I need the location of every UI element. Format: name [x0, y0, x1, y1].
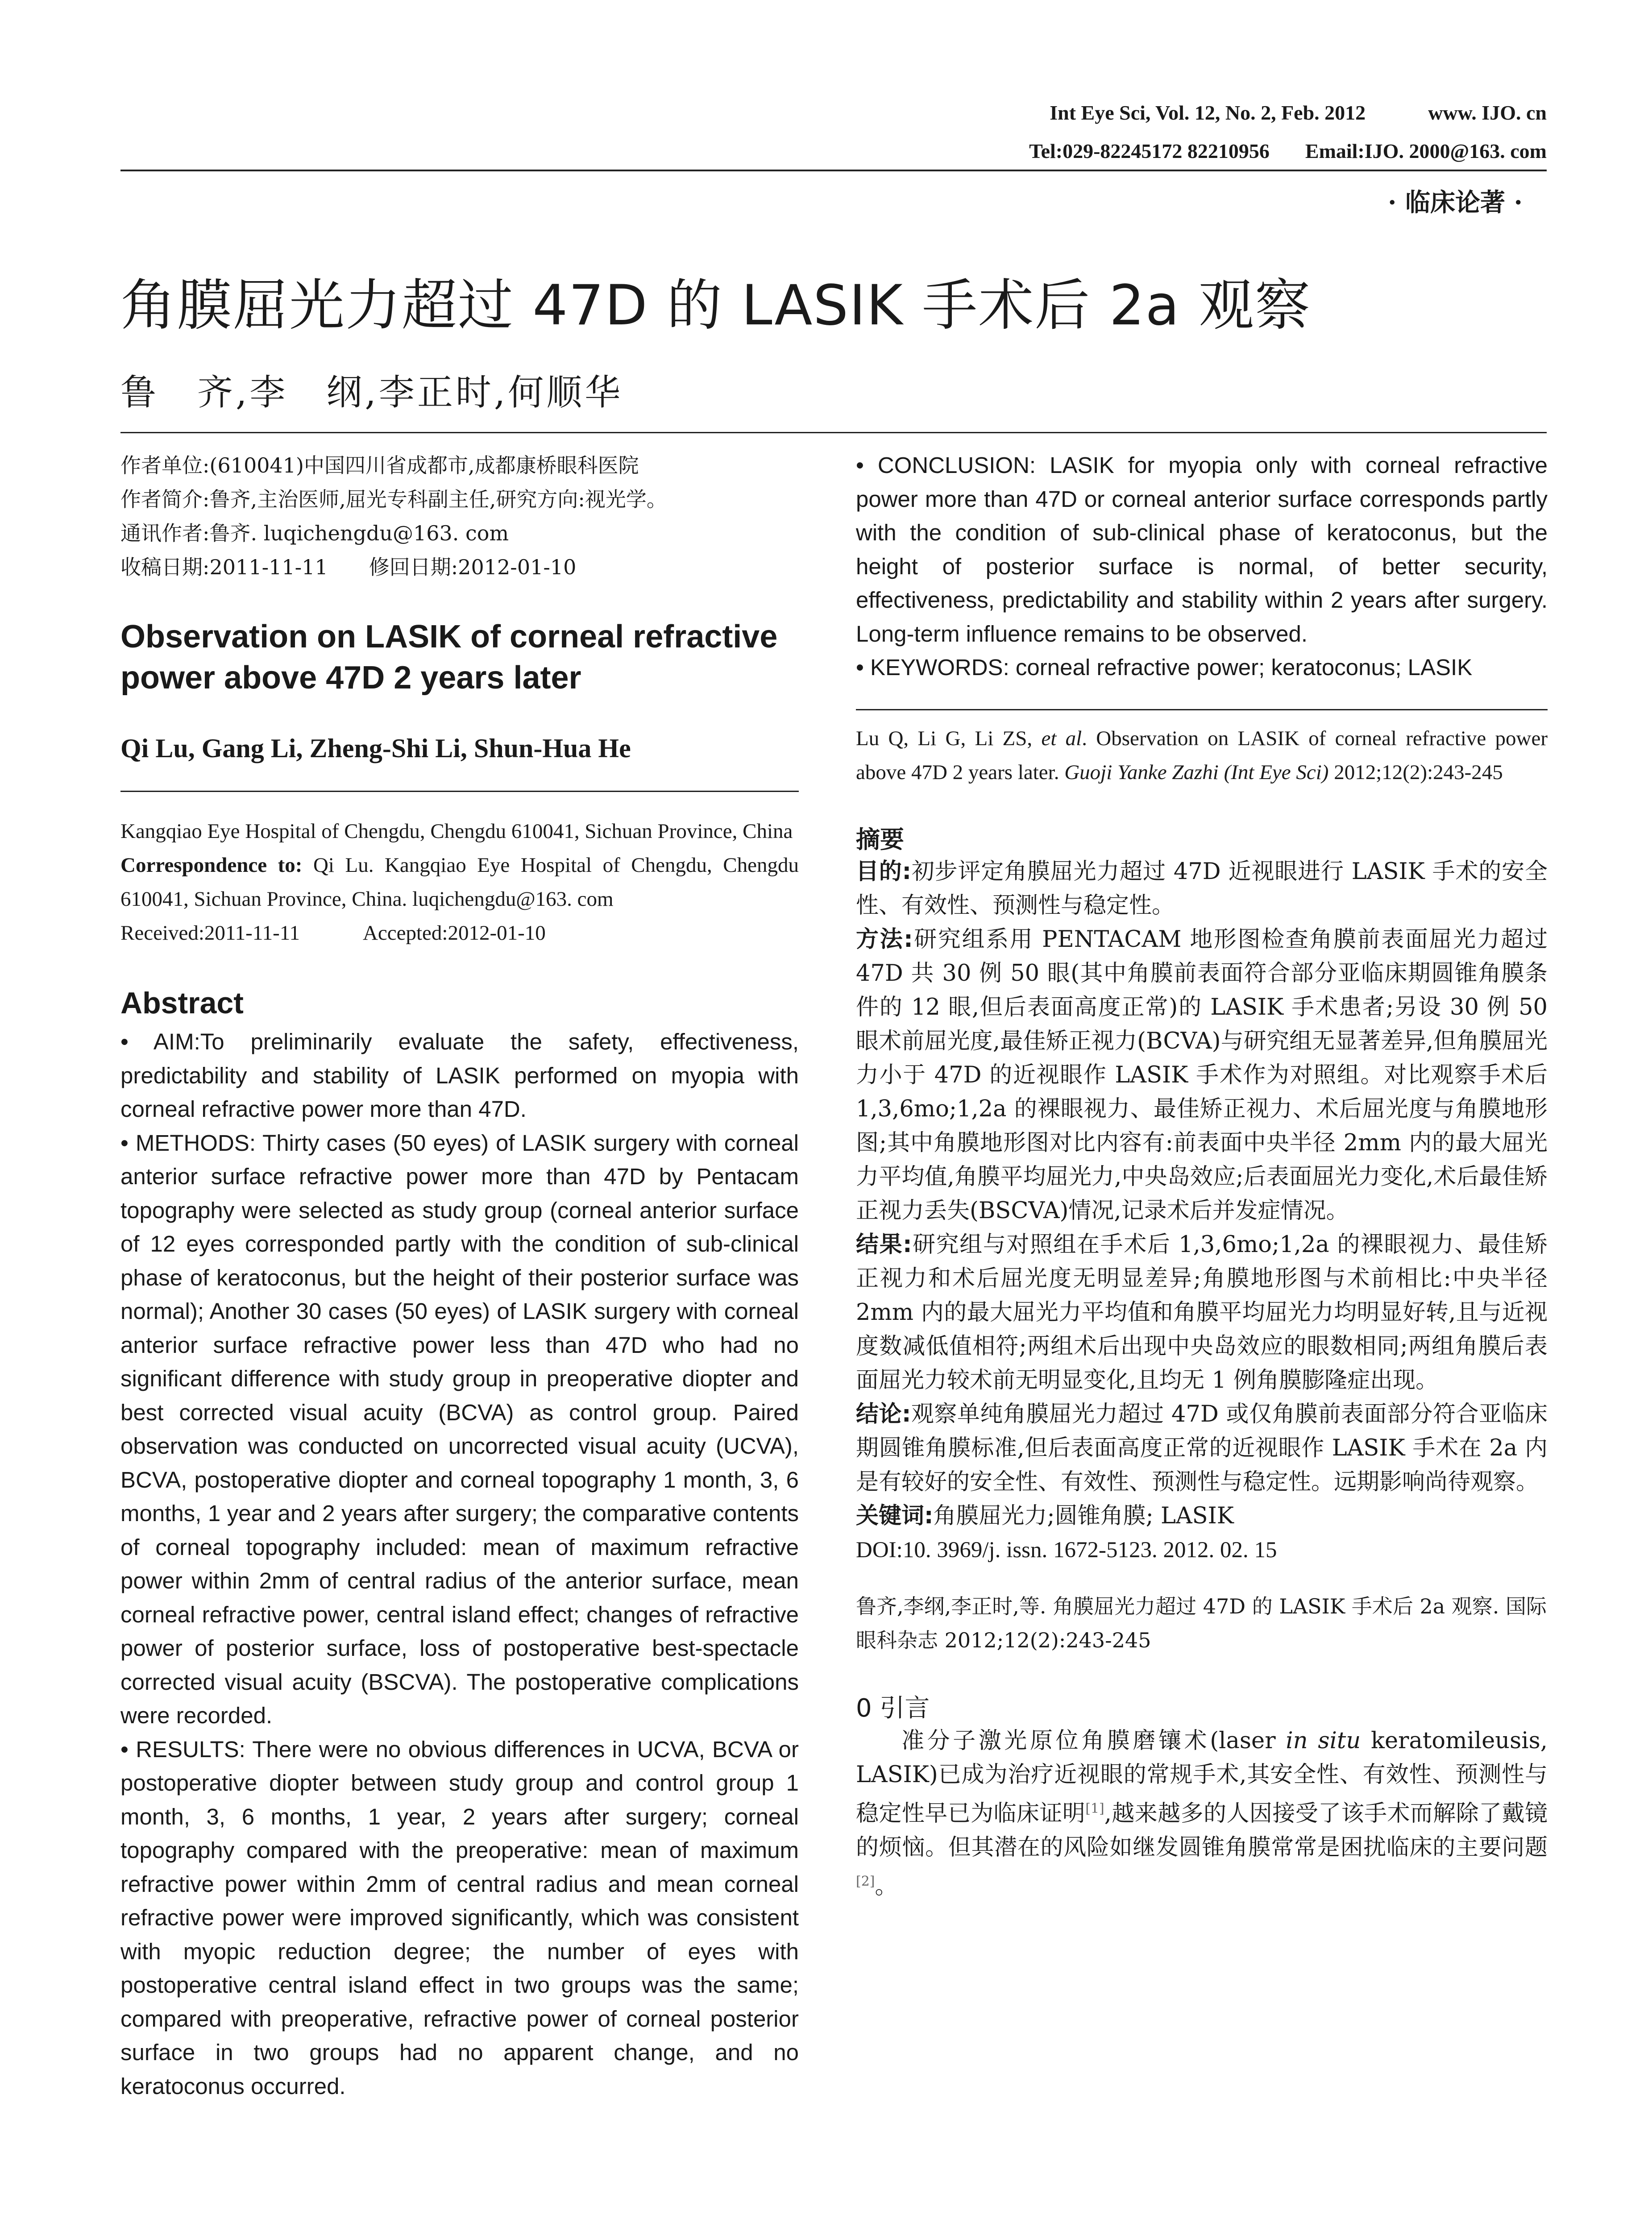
conclusion-cn-label: 结论:	[856, 1401, 911, 1427]
citation-en	[856, 722, 1548, 789]
citation-authors: Lu Q, Li G, Li ZS,	[856, 726, 1042, 750]
abstract-cn-aim	[856, 855, 1548, 923]
methods-text: Thirty cases (50 eyes) of LASIK surgery with corneal anterior surface refractive power more than 47D by Pentacam topography were selected as study group (corneal anterior surface of 12 eyes corresponded partly with the condition of sub-clinical phase of keratoconus, but the height of their posterior surface was normal); Another 30 cases (50 eyes) of LASIK surgery with corneal anterior surface refractive power less than 47D who had no significant difference with study group in preoperative diopter and best corrected visual acuity (BCVA) as control group. Paired observation was conducted on uncorrected visual acuity (UCVA), BCVA, postoperative diopter and corneal topography 1 month, 3, 6 months, 1 year and 2 years after surgery; the comparative contents of corneal topography included: mean of maximum refractive power within 2mm of central radius of the anterior surface, mean corneal refractive power, central island effect; changes of refractive power of posterior surface, loss of postoperative best-spectacle corrected visual acuity (BSCVA). The postoperative complications were recorded.	[120, 1130, 799, 1728]
citation-etal: et al	[1041, 726, 1082, 750]
abstract-cn-conclusion	[856, 1397, 1548, 1499]
intro-heading: 0 引言	[856, 1693, 930, 1723]
correspondence-en	[120, 848, 799, 916]
affiliation-en: Kangqiao Eye Hospital of Chengdu, Chengdu 610041, Sichuan Province, China	[120, 820, 793, 843]
keywords-cn-label: 关键词:	[856, 1502, 934, 1529]
conclusion-cn-text: 观察单纯角膜屈光力超过 47D 或仅角膜前表面部分符合亚临床期圆锥角膜标准,但后表面高度正常的近视眼作 LASIK 手术在 2a 内是有较好的安全性、有效性、预测性与稳定性。远期影响尚待观察。	[856, 1401, 1548, 1495]
methods-label: METHODS:	[135, 1130, 256, 1156]
affiliation-block	[120, 814, 799, 950]
tel-line: Tel:029-82245172 82210956	[1029, 140, 1270, 162]
article-title-cn: 角膜屈光力超过 47D 的 LASIK 手术后 2a 观察	[120, 274, 1311, 338]
abstract-heading: Abstract	[120, 986, 244, 1020]
left-column	[120, 448, 799, 2103]
correspondence-text: Qi Lu. Kangqiao Eye Hospital of Chengdu, Chengdu 610041, Sichuan Province, China. luqichengdu@163. com	[120, 854, 799, 911]
aim-text: To preliminarily evaluate the safety, effectiveness, predictability and stability of LASIK performed on myopia with corneal refractive power more than 47D.	[120, 1029, 799, 1122]
citation-cn: 鲁齐,李纲,李正时,等. 角膜屈光力超过 47D 的 LASIK 手术后 2a 观察. 国际眼科杂志 2012;12(2):243-245	[856, 1594, 1547, 1652]
abstract-keywords	[856, 651, 1548, 684]
intro-paragraph	[856, 1724, 1548, 1903]
results-cn-text: 研究组与对照组在手术后 1,3,6mo;1,2a 的裸眼视力、最佳矫正视力和术后屈光度无明显差异;角膜地形图与术前相比:中央半径 2mm 内的最大屈光力平均值和角膜平均屈光力均明显好转,且与近视度数减低值相符;两组术后出现中央岛效应的眼数相同;两组角膜后表面屈光力较术前无明显变化,且均无 1 例角膜膨隆症出现。	[856, 1231, 1548, 1393]
corresponding-author: 通讯作者:鲁齐. luqichengdu@163. com	[120, 521, 509, 545]
conclusion-text: LASIK for myopia only with corneal refractive power more than 47D or corneal anterior surface corresponds partly with the condition of sub-clinical phase of keratoconus, but the height of posterior surface is normal, of better security, effectiveness, predictability and stability within 2 years after surgery. Long-term influence remains to be observed.	[856, 452, 1548, 647]
intro-text-italic: in situ	[1286, 1727, 1361, 1754]
methods-cn-text: 研究组系用 PENTACAM 地形图检查角膜前表面屈光力超过 47D 共 30 例 50 眼(其中角膜前表面符合部分亚临床期圆锥角膜条件的 12 眼,但后表面高度正常)的 LASIK 手术患者;另设 30 例 50 眼术前屈光度,最佳矫正视力(BCVA)与研究组无显著差异,但角膜屈光力小于 47D 的近视眼作 LASIK 手术作为对照组。对比观察手术后 1,3,6mo;1,2a 的裸眼视力、最佳矫正视力、术后屈光度与角膜地形图;其中角膜地形图对比内容有:前表面中央半径 2mm 内的最大屈光力平均值,角膜平均屈光力,中央岛效应;后表面屈光力变化,术后最佳矫正视力丢失(BSCVA)情况,记录术后并发症情况。	[856, 926, 1548, 1224]
received-dates-en: Received:2011-11-11 Accepted:2012-01-10	[120, 921, 546, 945]
results-cn-label: 结果:	[856, 1231, 912, 1258]
authors-en: Qi Lu, Gang Li, Zheng-Shi Li, Shun-Hua He	[120, 734, 631, 763]
correspondence-label: Correspondence to:	[120, 854, 303, 877]
aim-cn-text: 初步评定角膜屈光力超过 47D 近视眼进行 LASIK 手术的安全性、有效性、预测性与稳定性。	[856, 858, 1548, 919]
abstract-results	[120, 1733, 799, 2103]
abstract-cn-keywords	[856, 1499, 1548, 1533]
intro-text-c: ,越来越多的人因接受了该手术而解除了戴镜的烦恼。但其潜在的风险如继发圆锥角膜常常是困扰临床的主要问题	[856, 1800, 1548, 1861]
bullet: •	[120, 1029, 129, 1054]
email-line: Email:IJO. 2000@163. com	[1305, 140, 1547, 162]
results-label: RESULTS:	[136, 1736, 245, 1762]
bullet: •	[856, 655, 864, 680]
doi: DOI:10. 3969/j. issn. 1672-5123. 2012. 02. 15	[856, 1537, 1277, 1563]
citation-journal: Guoji Yanke Zazhi (Int Eye Sci)	[1064, 760, 1329, 784]
section-tag: · 临床论著 ·	[1388, 188, 1523, 217]
abstract-cn-methods	[856, 923, 1548, 1228]
citation-divider	[856, 709, 1548, 710]
reference-2[interactable]: [2]	[856, 1873, 875, 1889]
abstract-methods	[120, 1126, 799, 1733]
aim-cn-label: 目的:	[856, 858, 912, 885]
abstract-conclusion	[856, 448, 1548, 651]
author-info-cn	[120, 448, 799, 584]
citation-title: . Observation on LASIK of corneal refractive power above 47D 2 years later.	[856, 726, 1548, 784]
results-text: There were no obvious differences in UCVA, BCVA or postoperative diopter between study group and control group 1 month, 3, 6 months, 1 year, 2 years after surgery; corneal topography compared with the preoperative: mean of maximum refractive power within 2mm of central radius and mean corneal refractive power were improved significantly, which was consistent with myopic reduction degree; the number of eyes with postoperative central island effect in two groups was the same; compared with preoperative, refractive power of corneal posterior surface in two groups had no apparent change, and no keratoconus occurred.	[120, 1736, 799, 2099]
bullet: •	[120, 1736, 129, 1762]
intro-text-b: keratomileusis, LASIK)已成为治疗近视眼的常规手术,其安全性、有效性、预测性与稳定性早已为临床证明	[856, 1727, 1548, 1827]
author-unit: 作者单位:(610041)中国四川省成都市,成都康桥眼科医院	[120, 453, 639, 477]
affiliation-divider	[120, 791, 799, 792]
citation-volume: 2012;12(2):243-245	[1328, 760, 1503, 784]
abstract-cn-results	[856, 1228, 1548, 1397]
bullet: •	[856, 452, 864, 478]
authors-cn: 鲁 齐,李 纲,李正时,何顺华	[120, 372, 623, 413]
running-header	[1029, 94, 1547, 170]
conclusion-label: CONCLUSION:	[877, 452, 1036, 478]
author-bio: 作者简介:鲁齐,主治医师,屈光专科副主任,研究方向:视光学。	[120, 487, 667, 511]
aim-label: AIM:	[153, 1029, 200, 1054]
abstract-cn-heading: 摘要	[856, 825, 904, 854]
abstract-aim	[120, 1025, 799, 1126]
received-dates-cn: 收稿日期:2011-11-11 修回日期:2012-01-10	[120, 555, 577, 579]
article-title-en: Observation on LASIK of corneal refractive power above 47D 2 years later	[120, 619, 778, 696]
intro-text-a: 准分子激光原位角膜磨镶术(laser	[901, 1727, 1286, 1754]
journal-website: www. IJO. cn	[1428, 101, 1547, 124]
bullet: •	[120, 1130, 129, 1156]
intro-text-d: 。	[875, 1873, 898, 1899]
header-divider	[120, 170, 1547, 171]
keywords-label: KEYWORDS:	[870, 655, 1009, 680]
keywords-cn-text: 角膜屈光力;圆锥角膜; LASIK	[933, 1502, 1234, 1529]
methods-cn-label: 方法:	[856, 926, 913, 953]
reference-1[interactable]: [1]	[1085, 1800, 1104, 1816]
right-column	[856, 448, 1548, 1903]
authors-divider	[120, 432, 1547, 433]
keywords-text: corneal refractive power; keratoconus; LASIK	[1009, 655, 1473, 680]
journal-line: Int Eye Sci, Vol. 12, No. 2, Feb. 2012	[1050, 101, 1366, 124]
